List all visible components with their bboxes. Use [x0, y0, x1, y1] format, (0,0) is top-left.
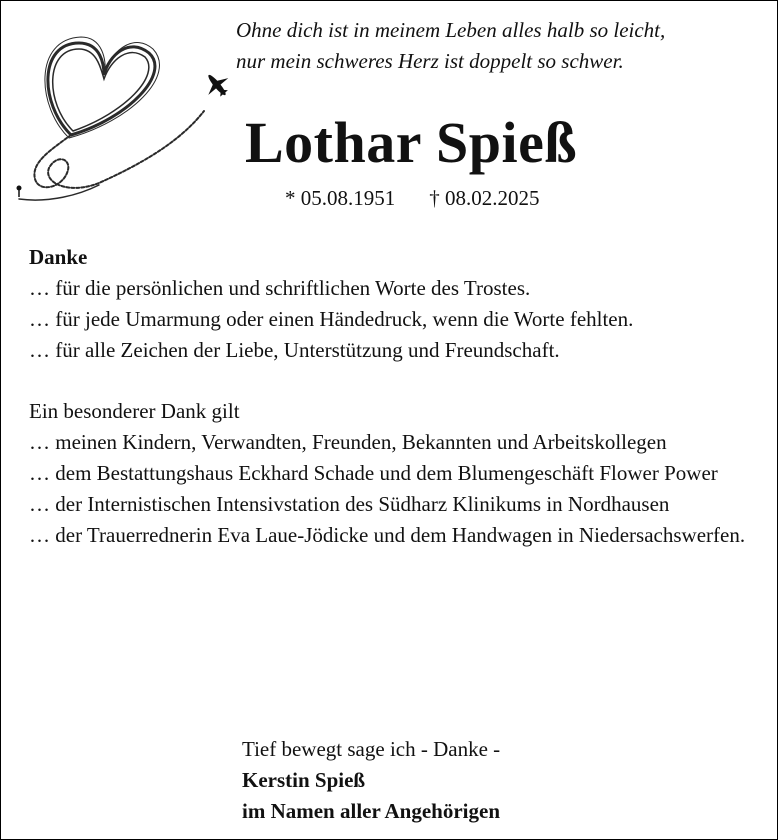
signoff: [242, 734, 500, 827]
deceased-name: Lothar Spieß: [245, 110, 578, 175]
thanks-item: … für die persönlichen und schriftlichen Worte des Trostes.: [29, 276, 531, 300]
thanks-item: … für jede Umarmung oder einen Händedruck, wenn die Worte fehlten.: [29, 307, 634, 331]
special-thanks-intro: Ein besonderer Dank gilt: [29, 399, 240, 423]
special-thanks-item: … der Trauerrednerin Eva Laue-Jödicke und dem Handwagen in Niedersachswerfen.: [29, 523, 746, 547]
signer-name: Kerstin Spieß: [242, 768, 366, 792]
special-thanks-item: … meinen Kindern, Verwandten, Freunden, Bekannten und Arbeitskollegen: [29, 430, 667, 454]
thanks-text: [29, 242, 769, 551]
quote-line-2: nur mein schweres Herz ist doppelt so schwer.: [236, 49, 624, 73]
signer-note: im Namen aller Angehörigen: [242, 799, 501, 823]
signoff-line: Tief bewegt sage ich - Danke -: [242, 737, 501, 761]
quote: [236, 15, 771, 77]
heart-airplane-icon: [9, 23, 249, 213]
death-date: † 08.02.2025: [429, 186, 540, 210]
spacer: [29, 366, 769, 396]
thanks-item: … für alle Zeichen der Liebe, Unterstützung und Freundschaft.: [29, 338, 560, 362]
birth-date: * 05.08.1951: [285, 186, 396, 210]
life-dates: [285, 184, 540, 212]
quote-line-1: Ohne dich ist in meinem Leben alles halb so leicht,: [236, 18, 666, 42]
special-thanks-item: … der Internistischen Intensivstation des Südharz Klinikums in Nordhausen: [29, 492, 670, 516]
special-thanks-item: … dem Bestattungshaus Eckhard Schade und dem Blumengeschäft Flower Power: [29, 461, 718, 485]
thanks-heading: Danke: [29, 245, 88, 269]
